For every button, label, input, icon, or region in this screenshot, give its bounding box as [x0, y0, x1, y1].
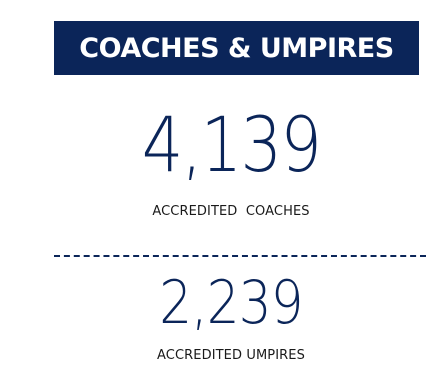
page-title: COACHES & UMPIRES — [79, 32, 394, 64]
umpires-count: 2,239 — [159, 268, 303, 338]
coaches-count: 4,139 — [141, 100, 321, 189]
umpires-label: ACCREDITED UMPIRES — [157, 348, 305, 363]
header-banner — [54, 21, 419, 75]
coaches-label: ACCREDITED COACHES — [152, 204, 310, 219]
dashed-divider — [54, 255, 426, 257]
